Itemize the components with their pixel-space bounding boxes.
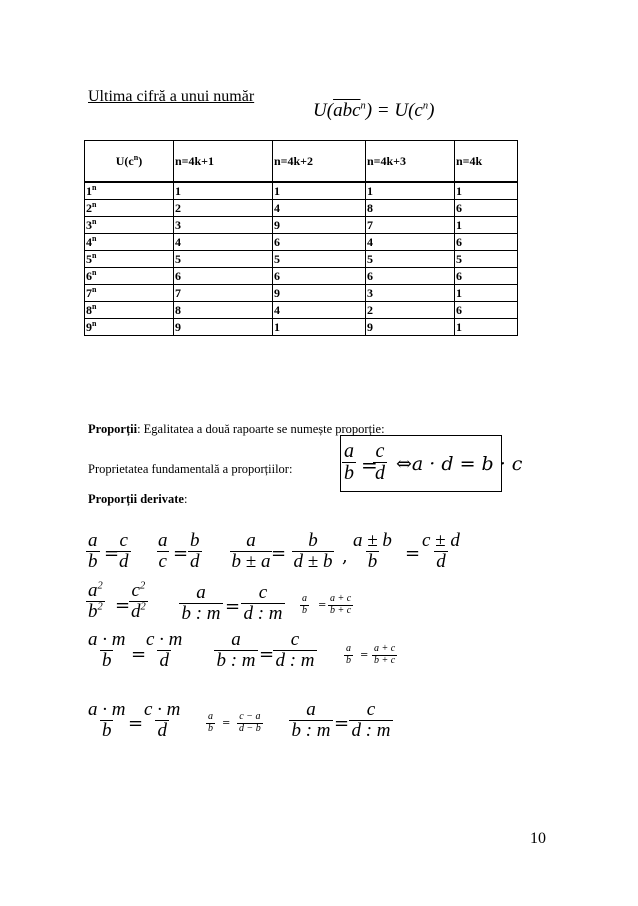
fraction: $\frac{a}{b : m}$ bbox=[181, 582, 221, 624]
fraction: $\frac{a}{b : m}$ bbox=[291, 699, 331, 741]
digit-cell: 9 bbox=[273, 285, 366, 302]
digit-cell: 4 bbox=[273, 200, 366, 217]
digit-cell: 1 bbox=[366, 182, 455, 200]
fraction: $\frac{a}{b}$ bbox=[208, 711, 213, 734]
digit-cell: 1 bbox=[273, 182, 366, 200]
base-cell: 2$^n$ bbox=[85, 200, 174, 217]
digit-cell: 9 bbox=[174, 319, 273, 336]
page-number: 10 bbox=[530, 830, 546, 847]
digit-cell: 1 bbox=[455, 217, 518, 234]
header-cell: n=4k bbox=[455, 141, 518, 183]
digit-cell: 4 bbox=[273, 302, 366, 319]
fraction: $\frac{c \pm d}{d}$ bbox=[422, 530, 460, 572]
proportions-definition: Proporții: Egalitatea a două rapoarte se numește proporție: bbox=[88, 422, 385, 436]
digit-cell: 6 bbox=[455, 234, 518, 251]
digit-cell: 3 bbox=[174, 217, 273, 234]
digit-cell: 3 bbox=[366, 285, 455, 302]
table-row bbox=[85, 182, 518, 200]
fraction: $\frac{c}{d : m}$ bbox=[243, 582, 283, 624]
fraction: $\frac{a}{c}$ bbox=[158, 530, 168, 572]
fraction: $\frac{a^2}{b^2}$ bbox=[88, 580, 103, 622]
fraction: $\frac{a}{b}$ bbox=[88, 530, 98, 572]
fraction: $\frac{a}{b}$ bbox=[344, 440, 354, 484]
header-cell: $U(c^n)$ bbox=[85, 141, 174, 183]
digit-cell: 6 bbox=[455, 268, 518, 285]
base-cell: 5$^n$ bbox=[85, 251, 174, 268]
table-row bbox=[85, 234, 518, 251]
digit-cell: 8 bbox=[174, 302, 273, 319]
fraction: $\frac{c}{d}$ bbox=[375, 440, 385, 484]
table-row bbox=[85, 285, 518, 302]
table-header-row bbox=[85, 141, 518, 183]
digit-cell: 6 bbox=[273, 234, 366, 251]
digit-cell: 6 bbox=[273, 268, 366, 285]
digit-cell: 5 bbox=[455, 251, 518, 268]
digit-cell: 2 bbox=[366, 302, 455, 319]
fraction: $\frac{a}{b}$ bbox=[346, 643, 351, 666]
digit-cell: 5 bbox=[174, 251, 273, 268]
fraction: $\frac{c}{d : m}$ bbox=[275, 629, 315, 671]
fraction: $\frac{c^2}{d^2}$ bbox=[131, 580, 146, 622]
last-digit-table bbox=[84, 140, 518, 336]
header-cell: n=4k+1 bbox=[174, 141, 273, 183]
fraction: $\frac{c \cdot m}{d}$ bbox=[144, 699, 181, 741]
digit-cell: 4 bbox=[174, 234, 273, 251]
base-cell: 9$^n$ bbox=[85, 319, 174, 336]
fraction: $\frac{b}{d}$ bbox=[190, 530, 200, 572]
table-row bbox=[85, 251, 518, 268]
digit-cell: 1 bbox=[455, 285, 518, 302]
fraction: $\frac{b}{d \pm b}$ bbox=[293, 530, 333, 572]
digit-cell: 1 bbox=[455, 319, 518, 336]
fraction: $\frac{a \cdot m}{b}$ bbox=[88, 699, 126, 741]
fraction: $\frac{c - a}{d - b}$ bbox=[239, 711, 261, 734]
header-cell: n=4k+2 bbox=[273, 141, 366, 183]
digit-cell: 1 bbox=[174, 182, 273, 200]
base-cell: 1$^n$ bbox=[85, 182, 174, 200]
digit-cell: 6 bbox=[455, 200, 518, 217]
fraction: $\frac{a}{b : m}$ bbox=[216, 629, 256, 671]
digit-cell: 9 bbox=[366, 319, 455, 336]
digit-cell: 4 bbox=[366, 234, 455, 251]
fraction: $\frac{a \pm b}{b}$ bbox=[353, 530, 392, 572]
fraction: $\frac{c}{d}$ bbox=[119, 530, 129, 572]
digit-cell: 6 bbox=[366, 268, 455, 285]
table-row bbox=[85, 319, 518, 336]
fraction: $\frac{a}{b}$ bbox=[302, 593, 307, 616]
base-cell: 3$^n$ bbox=[85, 217, 174, 234]
fraction: $\frac{c \cdot m}{d}$ bbox=[146, 629, 183, 671]
digit-cell: 2 bbox=[174, 200, 273, 217]
base-cell: 7$^n$ bbox=[85, 285, 174, 302]
base-cell: 4$^n$ bbox=[85, 234, 174, 251]
fraction: $\frac{a \cdot m}{b}$ bbox=[88, 629, 126, 671]
section-title: Ultima cifră a unui număr bbox=[88, 88, 255, 105]
digit-cell: 1 bbox=[273, 319, 366, 336]
digit-cell: 1 bbox=[455, 182, 518, 200]
fundamental-property-label: Proprietatea fundamentală a proporțiilor: bbox=[88, 462, 293, 476]
table-row bbox=[85, 268, 518, 285]
fraction: $\frac{a + c}{b + c}$ bbox=[330, 593, 352, 616]
digit-cell: 7 bbox=[174, 285, 273, 302]
digit-cell: 6 bbox=[455, 302, 518, 319]
digit-cell: 6 bbox=[174, 268, 273, 285]
base-cell: 8$^n$ bbox=[85, 302, 174, 319]
fraction: $\frac{c}{d : m}$ bbox=[351, 699, 391, 741]
table-row bbox=[85, 200, 518, 217]
table-row bbox=[85, 217, 518, 234]
fundamental-equivalence: ⇔a · d = b · c bbox=[396, 453, 523, 475]
last-digit-formula: $U(\overline{abc}^n) = U(c^n)$ bbox=[313, 100, 435, 121]
header-cell: n=4k+3 bbox=[366, 141, 455, 183]
derived-proportions-label: Proporții derivate: bbox=[88, 492, 188, 506]
digit-cell: 5 bbox=[273, 251, 366, 268]
digit-cell: 7 bbox=[366, 217, 455, 234]
fraction: $\frac{a + c}{b + c}$ bbox=[374, 643, 396, 666]
fraction: $\frac{a}{b \pm a}$ bbox=[231, 530, 271, 572]
base-cell: 6$^n$ bbox=[85, 268, 174, 285]
table-row bbox=[85, 302, 518, 319]
digit-cell: 9 bbox=[273, 217, 366, 234]
digit-cell: 8 bbox=[366, 200, 455, 217]
digit-cell: 5 bbox=[366, 251, 455, 268]
